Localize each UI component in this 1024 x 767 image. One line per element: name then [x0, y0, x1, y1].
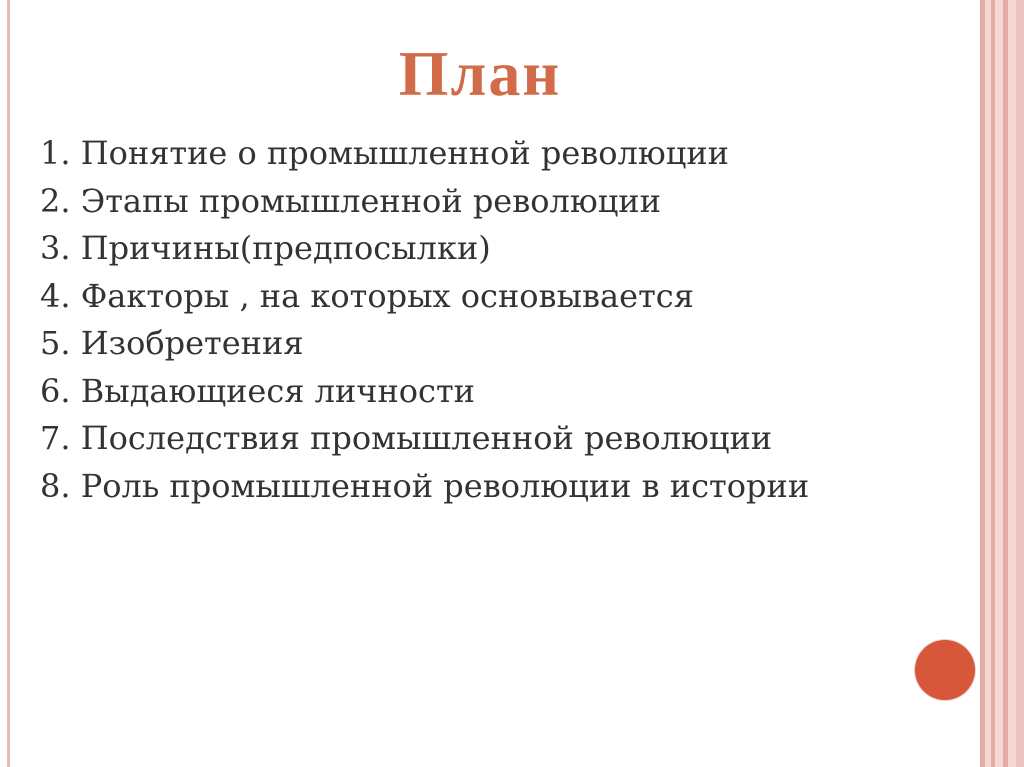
plan-item: 8. Роль промышленной революции в истории: [40, 466, 810, 505]
right-stripe: [995, 0, 1003, 767]
plan-list: [40, 130, 809, 510]
plan-item: 2. Этапы промышленной революции: [40, 181, 661, 220]
plan-item: 4. Факторы , на которых основывается: [40, 276, 694, 315]
plan-item: 6. Выдающиеся личности: [40, 371, 475, 410]
plan-item: 5. Изобретения: [40, 324, 304, 362]
left-border-line: [7, 0, 10, 767]
right-stripe: [1008, 0, 1016, 767]
plan-item: 1. Понятие о промышленной революции: [40, 134, 729, 172]
right-stripe: [1016, 0, 1024, 767]
slide-title: План: [398, 38, 562, 109]
decorative-circle: [915, 640, 975, 700]
plan-item: 3. Причины(предпосылки): [40, 229, 491, 267]
plan-item: 7. Последствия промышленной революции: [40, 419, 773, 457]
